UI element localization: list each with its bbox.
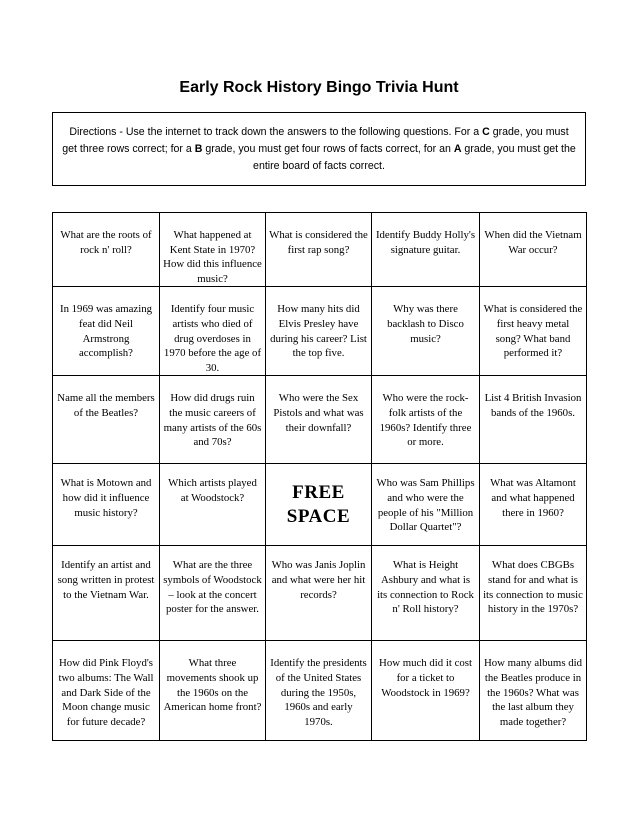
directions-text: grade, you must get four rows of facts correct, for an: [202, 143, 454, 155]
bingo-row: [53, 641, 587, 741]
bingo-cell: How many hits did Elvis Presley have during his career? List the top five.: [266, 287, 372, 376]
directions-text: grade, you must get three rows correct; for a: [62, 126, 569, 155]
bingo-cell: Who were the rock-folk artists of the 1960s? Identify three or more.: [372, 376, 480, 464]
bingo-cell: Who was Janis Joplin and what were her hit records?: [266, 546, 372, 641]
bingo-cell: What was Altamont and what happened there in 1960?: [480, 464, 587, 546]
bingo-cell: When did the Vietnam War occur?: [480, 213, 587, 287]
bingo-cell: Identify Buddy Holly's signature guitar.: [372, 213, 480, 287]
directions-text: grade, you must get the entire board of facts correct.: [253, 143, 576, 172]
bingo-cell: How did Pink Floyd's two albums: The Wall and Dark Side of the Moon change music for future decade?: [53, 641, 160, 741]
bingo-board: [52, 212, 587, 741]
directions-text: Directions - Use the internet to track down the answers to the following questions. For a: [69, 126, 483, 138]
bingo-cell: In 1969 was amazing feat did Neil Armstrong accomplish?: [53, 287, 160, 376]
bingo-cell: What three movements shook up the 1960s on the American home front?: [160, 641, 266, 741]
bingo-cell: What is considered the first rap song?: [266, 213, 372, 287]
bingo-cell: Identify four music artists who died of drug overdoses in 1970 before the age of 30.: [160, 287, 266, 376]
bingo-cell: What is considered the first heavy metal song? What band performed it?: [480, 287, 587, 376]
bingo-row: [53, 546, 587, 641]
bingo-cell: What happened at Kent State in 1970? How did this influence music?: [160, 213, 266, 287]
grade-a-label: A: [453, 143, 462, 155]
bingo-cell: How much did it cost for a ticket to Woodstock in 1969?: [372, 641, 480, 741]
page-title: Early Rock History Bingo Trivia Hunt: [179, 79, 459, 96]
bingo-cell: What is Height Ashbury and what is its connection to Rock n' Roll history?: [372, 546, 480, 641]
bingo-cell: List 4 British Invasion bands of the 1960s.: [480, 376, 587, 464]
bingo-row: [53, 287, 587, 376]
bingo-cell: Identify an artist and song written in protest to the Vietnam War.: [53, 546, 160, 641]
bingo-cell: How many albums did the Beatles produce in the 1960s? What was the last album they made together?: [480, 641, 587, 741]
grade-c-label: C: [482, 126, 490, 138]
bingo-row: [53, 464, 587, 546]
bingo-cell: Which artists played at Woodstock?: [160, 464, 266, 546]
bingo-cell: Who was Sam Phillips and who were the people of his "Million Dollar Quartet"?: [372, 464, 480, 546]
bingo-cell: What are the roots of rock n' roll?: [53, 213, 160, 287]
bingo-cell: What is Motown and how did it influence music history?: [53, 464, 160, 546]
bingo-cell: Why was there backlash to Disco music?: [372, 287, 480, 376]
bingo-cell: What does CBGBs stand for and what is its connection to music history in the 1970s?: [480, 546, 587, 641]
bingo-cell: Name all the members of the Beatles?: [53, 376, 160, 464]
bingo-row: [53, 376, 587, 464]
bingo-row: [53, 213, 587, 287]
directions-box: [52, 112, 586, 186]
grade-b-label: B: [194, 143, 203, 155]
free-space-label: FREE SPACE: [286, 481, 351, 527]
bingo-cell: Who were the Sex Pistols and what was their downfall?: [266, 376, 372, 464]
bingo-cell: How did drugs ruin the music careers of many artists of the 60s and 70s?: [160, 376, 266, 464]
bingo-cell: Identify the presidents of the United States during the 1950s, 1960s and early 1970s.: [266, 641, 372, 741]
free-space-cell: [266, 464, 372, 546]
bingo-cell: What are the three symbols of Woodstock – look at the concert poster for the answer.: [160, 546, 266, 641]
